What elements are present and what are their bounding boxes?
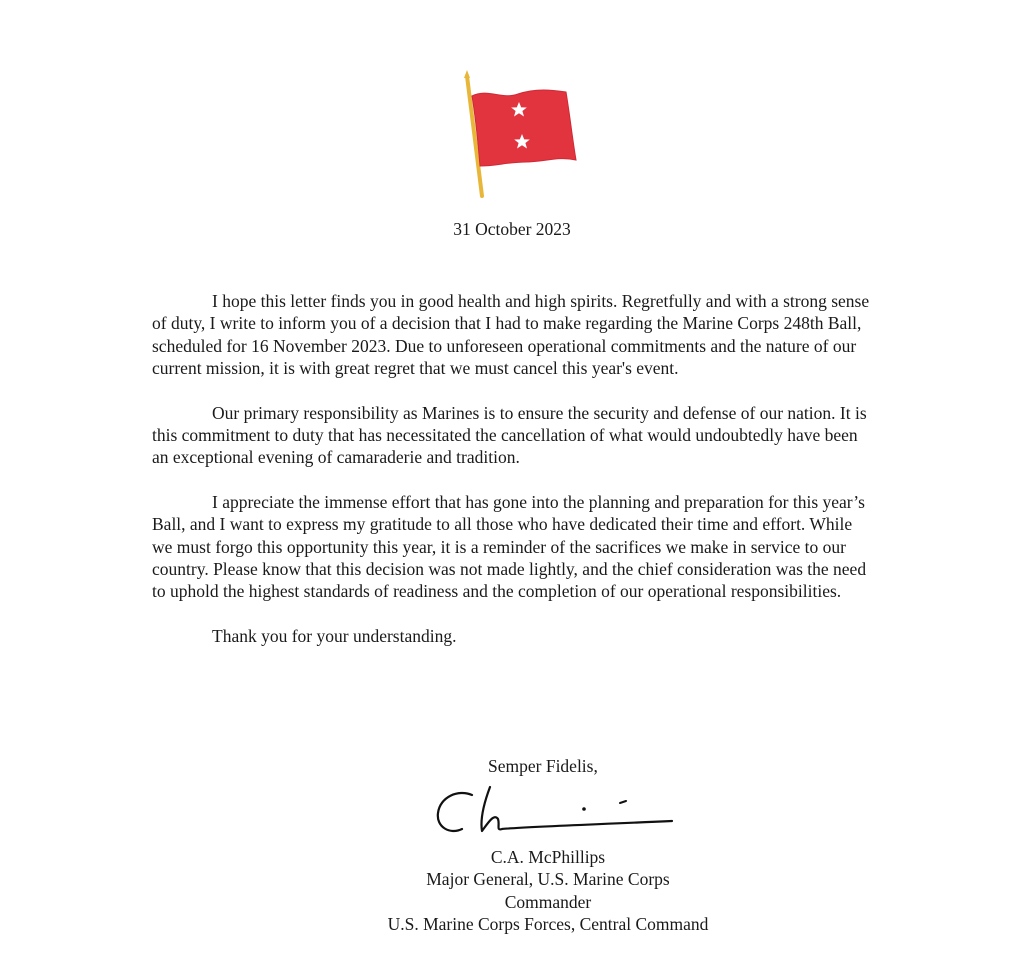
signer-rank: Major General, U.S. Marine Corps	[426, 869, 670, 890]
letter-date: 31 October 2023	[453, 219, 571, 239]
signer-name: C.A. McPhillips	[490, 847, 606, 867]
signer-title: Commander	[504, 891, 592, 912]
body-paragraph-2: Our primary responsibility as Marines is to ensure the security and defense of our nation. It is this commitment to duty that has necessitated the cancellation of what would undoubtedly have been an exceptional evening of camaraderie and tradition.	[152, 402, 867, 468]
salutation: Semper Fidelis,	[488, 756, 598, 776]
signer-details	[0, 846, 1024, 936]
body-paragraph-3: I appreciate the immense effort that has gone into the planning and preparation for this year’s Ball, and I want to express my gratitude to all those who have dedicated their time and effort. While we must forgo this opportunity this year, it is a reminder of the sacrifices we make in service to our country. Please know that this decision was not made lightly, and the chief consideration was the need to uphold the highest standards of readiness and the completion of our operational responsibilities.	[152, 491, 867, 602]
letter-body	[152, 290, 872, 669]
handwritten-signature	[432, 783, 682, 843]
closing-thanks: Thank you for your understanding.	[212, 625, 457, 646]
two-star-flag-icon	[458, 70, 588, 200]
body-paragraph-1: I hope this letter finds you in good health and high spirits. Regretfully and with a strong sense of duty, I write to inform you of a decision that I had to make regarding the Marine Corps 248th Ball, scheduled for 16 November 2023. Due to unforeseen operational commitments and the nature of our current mission, it is with great regret that we must cancel this year's event.	[152, 291, 870, 379]
signer-command: U.S. Marine Corps Forces, Central Command	[387, 914, 709, 935]
